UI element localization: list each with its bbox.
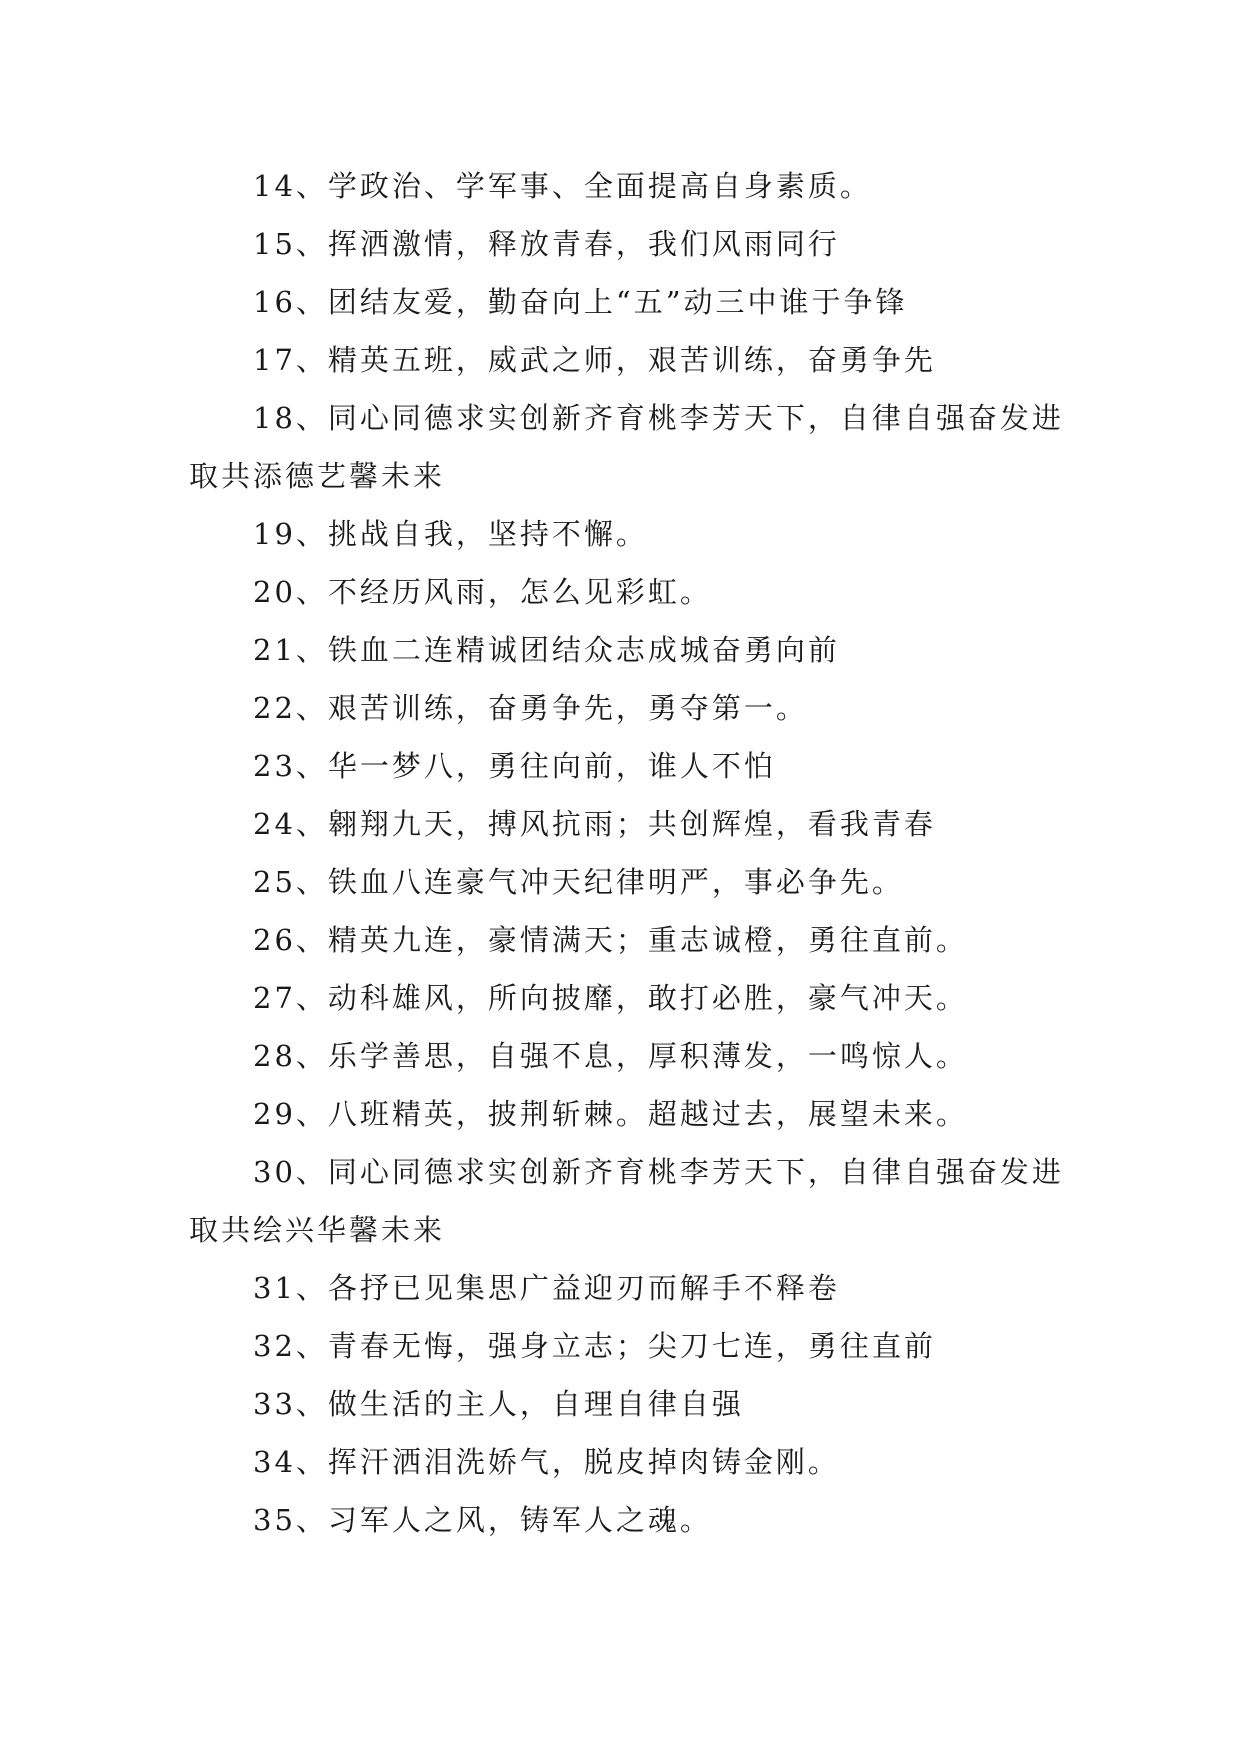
slogan-21: 21、铁血二连精诚团结众志成城奋勇向前	[253, 633, 840, 667]
slogan-16: 16、团结友爱，勤奋向上“五”动三中谁于争锋	[253, 285, 908, 319]
slogan-32: 32、青春无悔，强身立志；尖刀七连，勇往直前	[253, 1329, 936, 1363]
slogan-14: 14、学政治、学军事、全面提高自身素质。	[253, 169, 872, 203]
slogan-33: 33、做生活的主人，自理自律自强	[253, 1387, 744, 1421]
slogan-20: 20、不经历风雨，怎么见彩虹。	[253, 575, 712, 609]
slogan-25: 25、铁血八连豪气冲天纪律明严，事必争先。	[253, 865, 904, 899]
slogan-24: 24、翱翔九天，搏风抗雨；共创辉煌，看我青春	[253, 807, 936, 841]
slogan-15: 15、挥洒激情，释放青春，我们风雨同行	[253, 227, 840, 261]
slogan-22: 22、艰苦训练，奋勇争先，勇夺第一。	[253, 691, 808, 725]
slogan-27: 27、动科雄风，所向披靡，敢打必胜，豪气冲天。	[253, 981, 968, 1015]
slogan-17: 17、精英五班，威武之师，艰苦训练，奋勇争先	[253, 343, 936, 377]
slogan-30: 30、同心同德求实创新齐育桃李芳天下，自律自强奋发进取共绘兴华馨未来	[189, 1155, 1064, 1247]
slogan-19: 19、挑战自我，坚持不懈。	[253, 517, 648, 551]
slogan-23: 23、华一梦八，勇往向前，谁人不怕	[253, 749, 776, 783]
slogan-29: 29、八班精英，披荆斩棘。超越过去，展望未来。	[253, 1097, 968, 1131]
slogan-34: 34、挥汗洒泪洗娇气，脱皮掉肉铸金刚。	[253, 1445, 840, 1479]
slogan-35: 35、习军人之风，铸军人之魂。	[253, 1503, 712, 1537]
slogan-list	[189, 157, 1069, 1549]
slogan-28: 28、乐学善思，自强不息，厚积薄发，一鸣惊人。	[253, 1039, 968, 1073]
slogan-18: 18、同心同德求实创新齐育桃李芳天下，自律自强奋发进取共添德艺馨未来	[189, 401, 1064, 493]
slogan-26: 26、精英九连，豪情满天；重志诚橙，勇往直前。	[253, 923, 968, 957]
slogan-31: 31、各抒已见集思广益迎刃而解手不释卷	[253, 1271, 840, 1305]
